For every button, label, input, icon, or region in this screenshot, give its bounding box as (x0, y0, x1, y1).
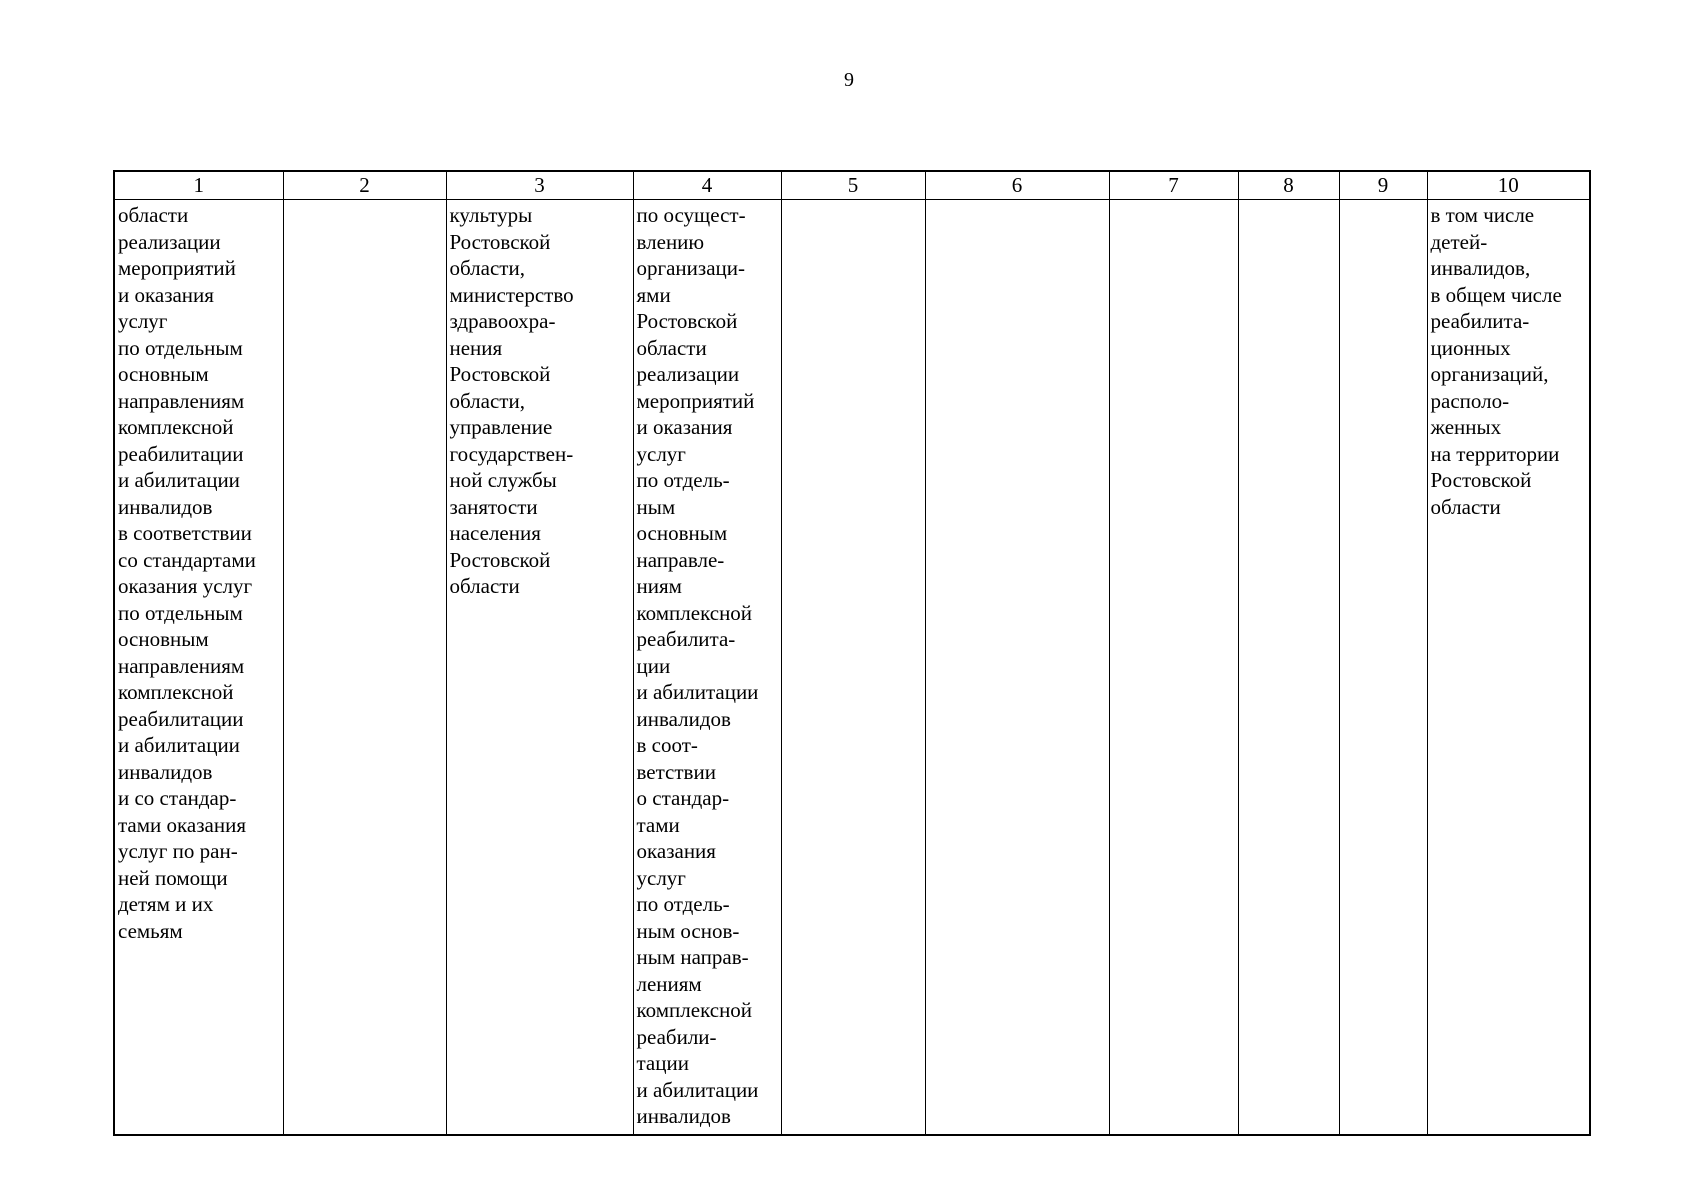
table-cell-col-1: области реализации мероприятий и оказания услуг по отдельным основным направлениям комплексной реабилитации и абилитации инвалидов в соответствии со стандартами оказания услуг по отдельным основным направлениям комплексной реабилитации и абилитации инвалидов и со стандар- тами оказания услуг по ран- ней помощи детям и их семьям (114, 200, 283, 1136)
column-header-5: 5 (781, 171, 925, 200)
data-table (113, 170, 1591, 1136)
column-header-1: 1 (114, 171, 283, 200)
table-cell-col-3: культуры Ростовской области, министерство здравоохра- нения Ростовской области, управление государствен- ной службы занятости населения Ростовской области (446, 200, 633, 1136)
column-header-8: 8 (1238, 171, 1339, 200)
column-header-2: 2 (283, 171, 446, 200)
column-header-9: 9 (1339, 171, 1427, 200)
table-cell-col-4: по осущест- влению организаци- ями Ростовской области реализации мероприятий и оказания услуг по отдель- ным основным направле- ниям комплексной реабилита- ции и абилитации инвалидов в соот- ветствии о стандар- тами оказания услуг по отдель- ным основ- ным направ- лениям комплексной реабили- тации и абилитации инвалидов (633, 200, 781, 1136)
table-cell-col-6 (925, 200, 1109, 1136)
table-row (114, 200, 1590, 1136)
column-header-6: 6 (925, 171, 1109, 200)
column-header-3: 3 (446, 171, 633, 200)
table-cell-col-10: в том числе детей- инвалидов, в общем числе реабилита- ционных организаций, располо- женных на территории Ростовской области (1427, 200, 1590, 1136)
table-cell-col-5 (781, 200, 925, 1136)
column-header-7: 7 (1109, 171, 1238, 200)
table-cell-col-2 (283, 200, 446, 1136)
table-cell-col-8 (1238, 200, 1339, 1136)
table-cell-col-9 (1339, 200, 1427, 1136)
column-header-4: 4 (633, 171, 781, 200)
page-number: 9 (844, 69, 854, 91)
column-header-10: 10 (1427, 171, 1590, 200)
table-header-row (114, 171, 1590, 200)
table-cell-col-7 (1109, 200, 1238, 1136)
